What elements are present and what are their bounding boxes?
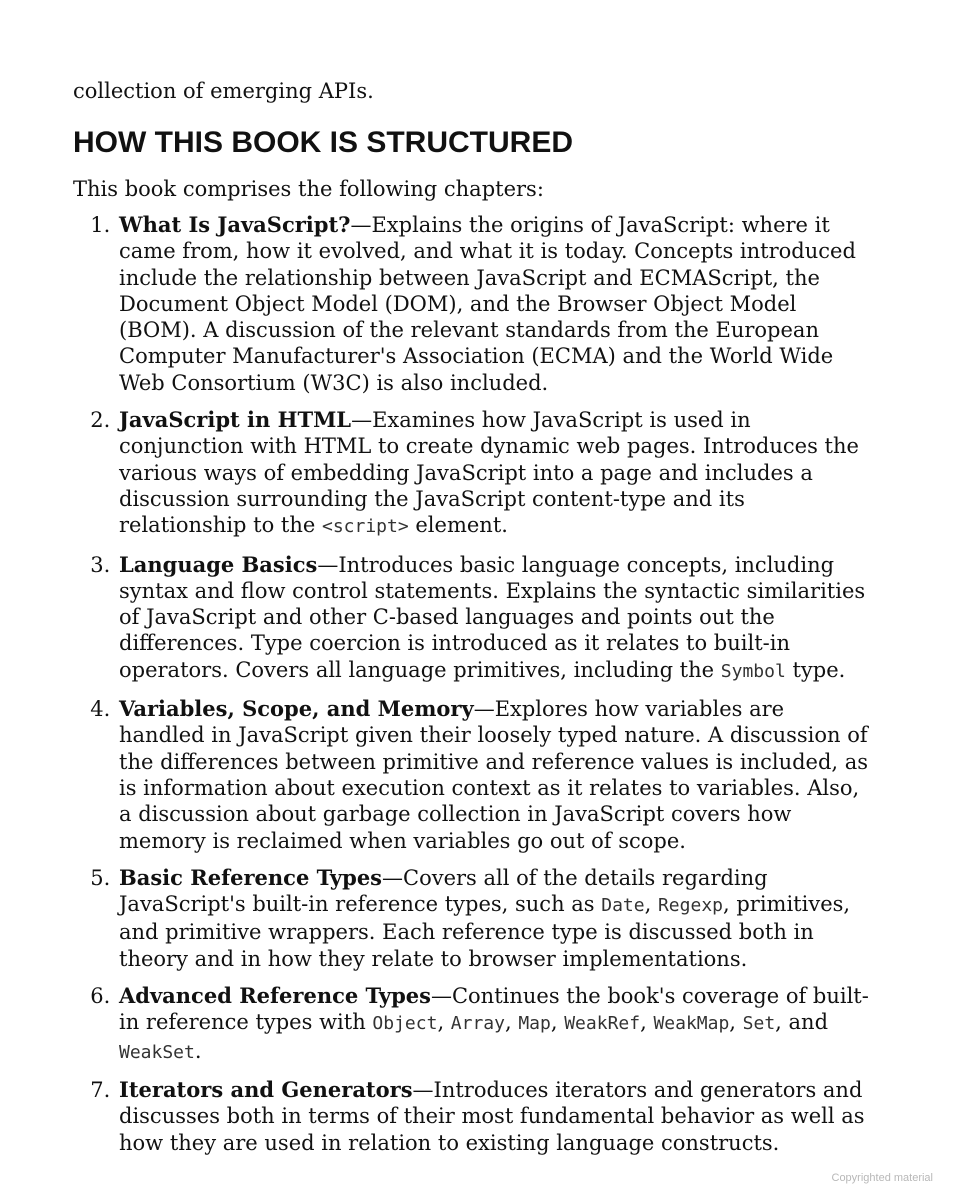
intro-line: collection of emerging APIs. bbox=[73, 79, 374, 103]
inline-code: Symbol bbox=[720, 660, 786, 682]
chapter-description: —Introduces basic language concepts, including syntax and flow control statements. Explains the syntactic similarities of JavaScript and other C-based languages and points out the differences. Type coercion is introduced as it relates to built-in operators. Covers all language primitives, including the bbox=[119, 552, 866, 682]
chapter-description: —Examines how JavaScript is used in conjunction with HTML to create dynamic web pages. Introduces the various ways of embedding JavaScript into a page and includes a discussion surrounding the JavaScript content-type and its relationship to the bbox=[119, 408, 859, 538]
chapter-title: JavaScript in HTML bbox=[119, 407, 352, 433]
chapter-list bbox=[73, 212, 873, 1156]
inline-code: Date bbox=[601, 895, 645, 917]
chapter-description: —Explains the origins of JavaScript: where it came from, how it evolved, and what it is today. Concepts introduced include the relationship between JavaScript and ECMAScript, the Document Object Model (DOM), and the Browser Object Model (BOM). A discussion of the relevant standards from the European Computer Manufacturer's Association (ECMA) and the World Wide Web Consortium (W3C) is also included. bbox=[119, 213, 856, 395]
inline-code: Array bbox=[450, 1013, 505, 1035]
separator: , bbox=[504, 1010, 519, 1035]
chapter-title: Advanced Reference Types bbox=[119, 983, 431, 1009]
chapter-item bbox=[117, 407, 873, 540]
chapter-description-end: type. bbox=[785, 657, 846, 682]
inline-code: Map bbox=[518, 1013, 551, 1035]
chapter-title: Basic Reference Types bbox=[119, 864, 383, 890]
separator: , bbox=[729, 1010, 743, 1035]
chapter-title: Iterators and Generators bbox=[119, 1076, 413, 1102]
chapter-description: —Continues the book's coverage of built-in reference types with bbox=[119, 984, 869, 1035]
inline-code: Object bbox=[372, 1013, 438, 1035]
chapter-item bbox=[117, 212, 873, 396]
separator: , and bbox=[775, 1010, 829, 1035]
chapter-description: —Explores how variables are handled in JavaScript given their loosely typed nature. A discussion of the differences between primitive and reference values is included, as is information about execution context as it relates to variables. Also, a discussion about garbage collection in JavaScript covers how memory is reclaimed when variables go out of scope. bbox=[119, 697, 869, 853]
chapter-item bbox=[117, 865, 873, 972]
separator: , bbox=[644, 892, 658, 917]
inline-code: Set bbox=[742, 1013, 776, 1035]
chapter-item bbox=[117, 1077, 873, 1156]
chapter-description: —Covers all of the details regarding JavaScript's built-in reference types, such as bbox=[119, 865, 768, 917]
chapter-item bbox=[117, 552, 873, 685]
inline-code: <script> bbox=[322, 516, 409, 538]
section-heading: HOW THIS BOOK IS STRUCTURED bbox=[73, 126, 573, 159]
page-content bbox=[73, 76, 873, 1167]
chapter-description-end: , primitives, and primitive wrappers. Each reference type is discussed both in theory and in how they relate to browser implementations. bbox=[119, 892, 851, 971]
chapter-title: Variables, Scope, and Memory bbox=[119, 696, 474, 722]
separator: , bbox=[550, 1010, 565, 1035]
chapter-description-end: element. bbox=[408, 513, 508, 538]
separator: , bbox=[640, 1010, 654, 1035]
inline-code: WeakRef bbox=[564, 1013, 641, 1035]
copyright-notice: Copyrighted material bbox=[831, 1172, 933, 1184]
chapter-item bbox=[117, 983, 873, 1066]
inline-code: Regexp bbox=[657, 895, 723, 917]
separator: , bbox=[437, 1010, 451, 1035]
chapter-description: —Introduces iterators and generators and discusses both in terms of their most fundamental behavior as well as how they are used in relation to existing language constructs. bbox=[119, 1077, 865, 1155]
chapter-item bbox=[117, 696, 873, 854]
chapter-title: Language Basics bbox=[119, 551, 318, 577]
lead-paragraph: This book comprises the following chapters: bbox=[73, 177, 544, 201]
chapter-description-end: . bbox=[194, 1038, 202, 1063]
inline-code: WeakSet bbox=[119, 1041, 195, 1063]
inline-code: WeakMap bbox=[653, 1013, 730, 1035]
chapter-title: What Is JavaScript? bbox=[119, 212, 351, 237]
